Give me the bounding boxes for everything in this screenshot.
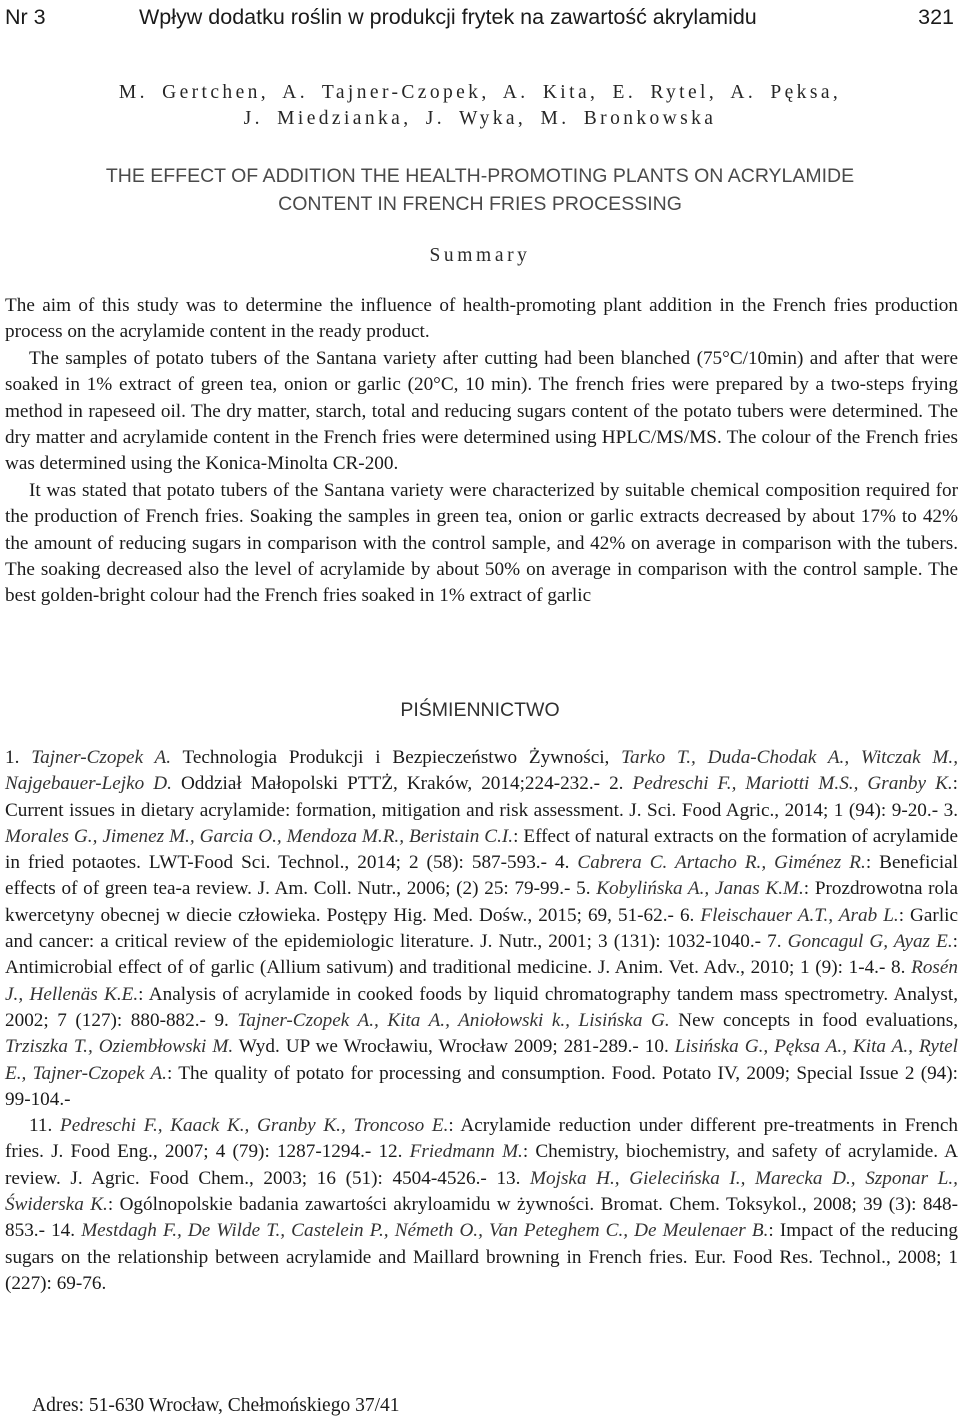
reference-text: : Effect of natural extracts on the formation of acrylamide in fried potaotes. LWT-Food Sci. Technol., 2014; 2 (58): 587-593.- 4. — [5, 825, 958, 874]
running-head — [5, 2, 954, 32]
reference-text: 1. — [5, 747, 32, 768]
reference-text: : Ogólnopolskie badania zawartości akryloamidu w żywności. Bromat. Chem. Toksykol., 2008; 39 (3): 848-853.- 14. — [5, 1194, 958, 1242]
reference-text: : The quality of potato for processing and consumption. Food. Potato IV, 2009; Special Issue 2 (94): 99-104.- — [5, 1062, 959, 1110]
reference-authors: Morales G., Jimenez M., Garcia O., Mendoza M.R., Beristain C.I. — [5, 825, 514, 847]
reference-text: : Impact of the reducing sugars on the relationship between acrylamide and Maillard browning in French fries. Eur. Food Res. Technol., 2008; 1 (227): 69-76. — [5, 1220, 959, 1294]
reference-text: : Chemistry, biochemistry, and safety of acrylamide. A review. J. Agric. Food Chem., 2003; 16 (51): 4504-4526.- 13. — [5, 1141, 958, 1189]
summary-body — [5, 293, 958, 610]
author-address: Adres: 51-630 Wrocław, Chełmońskiego 37/41 — [32, 1395, 400, 1416]
paper-title — [0, 162, 960, 218]
reference-block — [5, 1113, 958, 1297]
reference-text: Oddział Małopolski PTTŻ, Kraków, 2014;224-232.- 2. — [171, 773, 633, 795]
reference-text: Technologia Produkcji i Bezpieczeństwo Żywności, — [171, 747, 622, 768]
reference-text: : Garlic and cancer: a critical review of the epidemiologic literature. J. Nutr., 2001; 3 (131): 1032-1040.- 7. — [5, 904, 959, 953]
reference-authors: Kobylińska A., Janas K.M. — [596, 878, 804, 900]
paper-title-line-2: CONTENT IN FRENCH FRIES PROCESSING — [278, 193, 682, 215]
reference-authors: Goncagul G, Ayaz E. — [787, 931, 953, 953]
author-list — [0, 80, 960, 132]
reference-text: : Current issues in dietary acrylamide: formation, mitigation and risk assessment. J. Sci. Food Agric., 2014; 1 (94): 9-20.- 3. — [5, 773, 959, 821]
reference-authors: Trziszka T., Oziembłowski M. — [5, 1036, 234, 1058]
issue-number: Nr 3 — [5, 5, 46, 29]
references-heading: PIŚMIENNICTWO — [400, 699, 560, 721]
reference-authors: Friedmann M. — [409, 1141, 523, 1163]
reference-list — [5, 745, 958, 1297]
author-line-2: J. Miedzianka, J. Wyka, M. Bronkowska — [243, 108, 717, 129]
reference-text: Wyd. UP we Wrocławiu, Wrocław 2009; 281-289.- 10. — [233, 1036, 675, 1058]
summary-paragraph-methods: The samples of potato tubers of the Santana variety after cutting had been blanched (75°C/10min) and after that were soaked in 1% extract of green tea, onion or garlic (20°C, 10 min). The french fries were prepared by a two-steps frying method in rapeseed oil. The dry matter, starch, total and reducing sugars content of the potato tubers were determined. The dry matter and acrylamide content in the French fries were determined using HPLC/MS/MS. The colour of the French fries was determined using the Konica-Minolta CR-200. — [5, 347, 958, 475]
reference-authors: Mojska H., Gielecińska I., Marecka D., Szponar L., Świderska K. — [5, 1167, 958, 1216]
reference-text: : Acrylamide reduction under different pre-treatments in French fries. J. Food Eng., 2007; 4 (79): 1287-1294.- 12. — [5, 1115, 959, 1163]
reference-block — [5, 745, 958, 1113]
paper-title-line-1: THE EFFECT OF ADDITION THE HEALTH-PROMOTING PLANTS ON ACRYLAMIDE — [105, 165, 855, 187]
reference-authors: Lisińska G., Pęksa A., Kita A., Rytel E., Tajner-Czopek A. — [5, 1036, 959, 1084]
summary-paragraph-aim: The aim of this study was to determine the influence of health-promoting plant addition in the French fries production process on the acrylamide content in the ready product. — [5, 295, 958, 343]
reference-authors: Tarko T., Duda-Chodak A., Witczak M., Najgebauer-Lejko D. — [5, 747, 958, 795]
reference-authors: Fleischauer A.T., Arab L. — [700, 904, 899, 926]
reference-authors: Mestdagh F., De Wilde T., Castelein P., Németh O., Van Peteghem C., De Meulenaer B. — [81, 1220, 769, 1242]
reference-text: : Antimicrobial effect of of garlic (Allium sativum) and traditional medicine. J. Anim. Vet. Adv., 2010; 1 (9): 1-4.- 8. — [5, 931, 958, 979]
reference-authors: Cabrera C. Artacho R., Giménez R. — [577, 852, 866, 874]
author-line-1: M. Gertchen, A. Tajner-Czopek, A. Kita, E. Rytel, A. Pęksa, — [118, 82, 842, 103]
reference-authors: Pedreschi F., Mariotti M.S., Granby K. — [632, 773, 953, 795]
page-number: 321 — [918, 5, 954, 29]
reference-authors: Rosén J., Hellenäs K.E. — [5, 957, 958, 1005]
reference-text: : Prozdrowotna rola kwercetyny obecnej w diecie człowieka. Postępy Hig. Med. Dośw., 2015; 69, 51-62.- 6. — [5, 878, 958, 926]
summary-heading: Summary — [429, 245, 531, 266]
reference-text: : Analysis of acrylamide in cooked foods by liquid chromatography tandem mass spectrometry. Analyst, 2002; 7 (127): 880-882.- 9. — [5, 983, 958, 1031]
reference-text: : Beneficial effects of of green tea-a review. J. Am. Coll. Nutr., 2006; (2) 25: 79-99.- 5. — [5, 852, 958, 900]
reference-authors: Tajner-Czopek A. — [31, 747, 172, 768]
reference-authors: Pedreschi F., Kaack K., Granby K., Troncoso E. — [59, 1115, 449, 1137]
reference-text: New concepts in food evaluations, — [669, 1009, 958, 1031]
running-title: Wpływ dodatku roślin w produkcji frytek na zawartość akrylamidu — [139, 5, 757, 29]
reference-authors: Tajner-Czopek A., Kita A., Aniołowski k., Lisińska G. — [237, 1009, 670, 1031]
reference-text: 11. — [29, 1115, 60, 1137]
summary-paragraph-results: It was stated that potato tubers of the Santana variety were characterized by suitable chemical composition required for the production of French fries. Soaking the samples in green tea, onion or garlic extracts decreased by about 17% to 42% the amount of reducing sugars in comparison with the control sample, and 42% on average in comparison with the tubers. The soaking decreased also the level of acrylamide by about 50% on average in comparison with the control sample. The best golden-bright colour had the French fries soaked in 1% extract of garlic — [5, 479, 958, 607]
